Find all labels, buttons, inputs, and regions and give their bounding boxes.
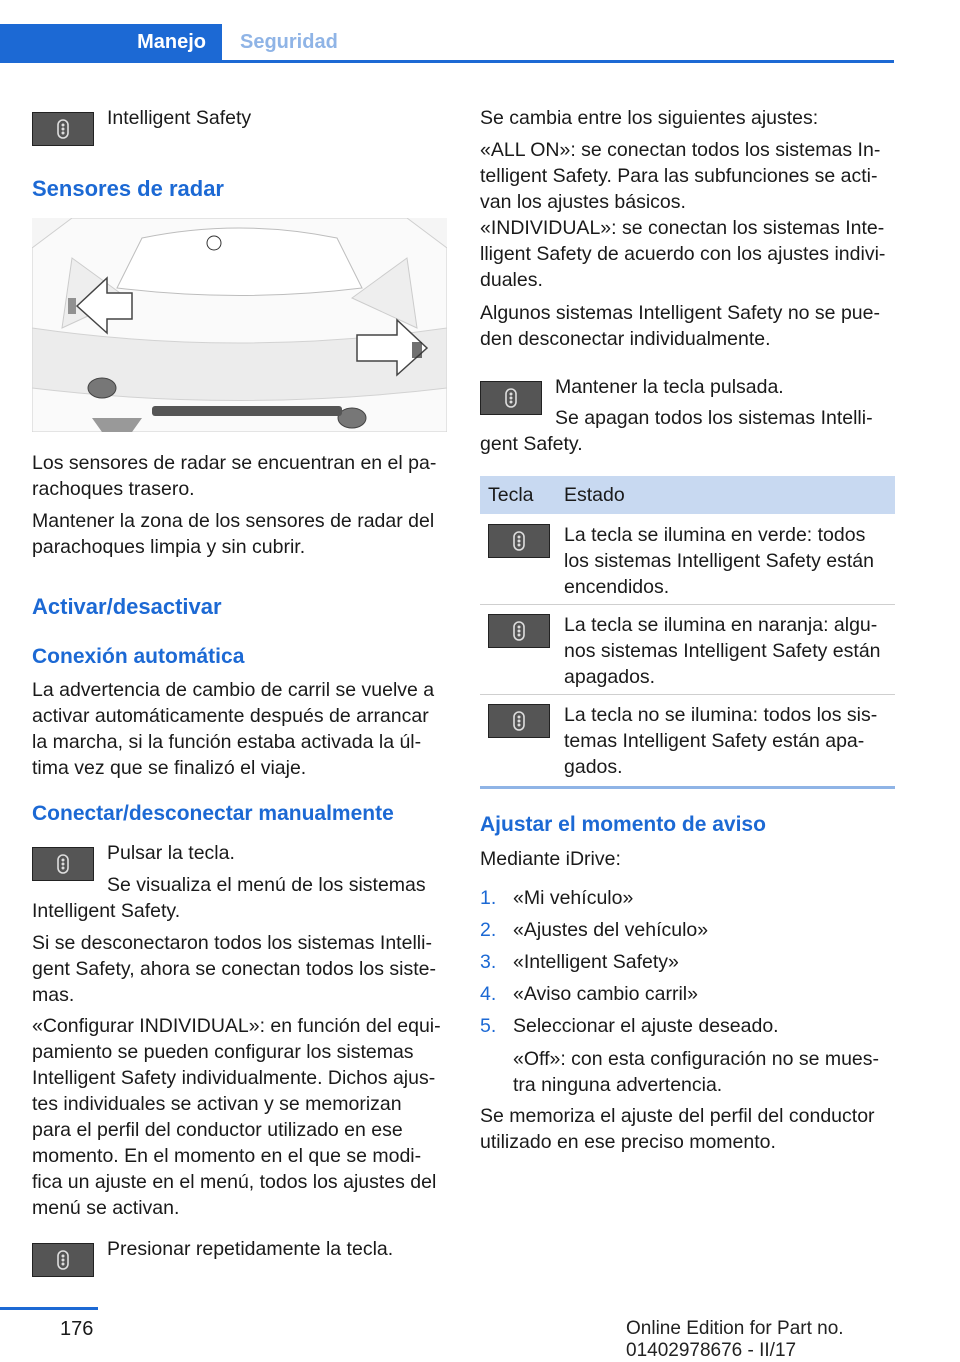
radar-sensor-illustration (32, 218, 447, 432)
online-edition: Online Edition for Part no. 01402978676 - II/17 (626, 1318, 844, 1361)
table-row-divider (480, 604, 895, 605)
table-row-2-estado: La tecla se ilumina en naranja: algu- nos sistemas Intelligent Safety están apagados. (564, 614, 881, 688)
header-rule (0, 60, 894, 63)
radar-paragraph-2: Mantener la zona de los sensores de radar del parachoques limpia y sin cubrir. (32, 510, 435, 558)
list-number: 3. (480, 951, 497, 973)
intelligent-safety-button-icon (488, 524, 550, 558)
table-header-estado: Estado (564, 484, 625, 506)
table-header-tecla: Tecla (488, 484, 534, 506)
table-row-3-estado: La tecla no se ilumina: todos los sis- temas Intelligent Safety están apa- gados. (564, 704, 878, 778)
heading-manual: Conectar/desconectar manualmente (32, 802, 394, 825)
tab-seguridad[interactable]: Seguridad (240, 31, 338, 53)
intelligent-safety-button-icon (32, 112, 94, 146)
table-row-1-estado: La tecla se ilumina en verde: todos los sistemas Intelligent Safety están encendidos. (564, 524, 874, 598)
list-number: 4. (480, 983, 497, 1005)
press-repeat: Presionar repetidamente la tecla. (107, 1238, 394, 1260)
right-paragraph-1: Se cambia entre los siguientes ajustes: (480, 107, 819, 129)
list-item: «Mi vehículo» (513, 887, 634, 909)
table-header (480, 476, 895, 514)
list-item: «Intelligent Safety» (513, 951, 679, 973)
final-paragraph: Se memoriza el ajuste del perfil del conductor utilizado en ese preciso momento. (480, 1105, 875, 1153)
right-paragraph-4: Algunos sistemas Intelligent Safety no se pue- den desconectar individualmente. (480, 302, 880, 350)
manual-paragraph-2: «Configurar INDIVIDUAL»: en función del equi- pamiento se pueden configurar los sistemas Intelligent Safety individualmente. Dichos ajus- tes individuales se activan y se memorizan para el perfil del conductor utilizado en ese momento. En el momento en el que se modi- fica un ajuste en el menú, todos los ajustes del menú se activan. (32, 1015, 441, 1219)
intelligent-safety-button-icon (32, 847, 94, 881)
intelligent-safety-button-icon (488, 614, 550, 648)
manual-step-2: Se visualiza el menú de los sistemas (107, 874, 426, 896)
manual-step-1: Pulsar la tecla. (107, 842, 235, 864)
radar-paragraph-1: Los sensores de radar se encuentran en el pa- rachoques trasero. (32, 452, 437, 500)
tab-manejo[interactable]: Manejo (0, 24, 222, 60)
heading-activar: Activar/desactivar (32, 594, 222, 619)
list-number: 5. (480, 1015, 497, 1037)
heading-conexion-automatica: Conexión automática (32, 645, 245, 668)
list-number: 2. (480, 919, 497, 941)
hold-step-2b: gent Safety. (480, 433, 583, 455)
list-item: «Aviso cambio carril» (513, 983, 698, 1005)
table-bottom-rule (480, 786, 895, 789)
idrive-label: Mediante iDrive: (480, 848, 621, 870)
list-item: Seleccionar el ajuste deseado. (513, 1015, 779, 1037)
button-caption: Intelligent Safety (107, 107, 252, 129)
hold-step-1: Mantener la tecla pulsada. (555, 376, 784, 398)
footer-rule (0, 1307, 98, 1310)
intelligent-safety-button-icon (32, 1243, 94, 1277)
page-number: 176 (60, 1318, 94, 1340)
auto-paragraph: La advertencia de cambio de carril se vuelve a activar automáticamente después de arrancar la marcha, si la función estaba activada la úl- tima vez que se finalizó el viaje. (32, 679, 435, 779)
step-5-note: «Off»: con esta configuración no se mues- tra ninguna advertencia. (513, 1048, 880, 1096)
right-paragraph-3: «INDIVIDUAL»: se conectan los sistemas Inte- lligent Safety de acuerdo con los ajustes indivi- duales. (480, 217, 886, 291)
hold-step-2: Se apagan todos los sistemas Intelli- (555, 407, 873, 429)
list-item: «Ajustes del vehículo» (513, 919, 709, 941)
heading-ajustar-aviso: Ajustar el momento de aviso (480, 813, 766, 836)
table-row-divider (480, 694, 895, 695)
intelligent-safety-button-icon (480, 381, 542, 415)
heading-radar: Sensores de radar (32, 176, 224, 201)
manual-step-2b: Intelligent Safety. (32, 900, 181, 922)
intelligent-safety-button-icon (488, 704, 550, 738)
right-paragraph-2: «ALL ON»: se conectan todos los sistemas In- telligent Safety. Para las subfunciones se acti- van los ajustes básicos. (480, 139, 881, 213)
manual-paragraph-1: Si se desconectaron todos los sistemas Intelli- gent Safety, ahora se conectan todos los siste- mas. (32, 932, 436, 1006)
list-number: 1. (480, 887, 497, 909)
